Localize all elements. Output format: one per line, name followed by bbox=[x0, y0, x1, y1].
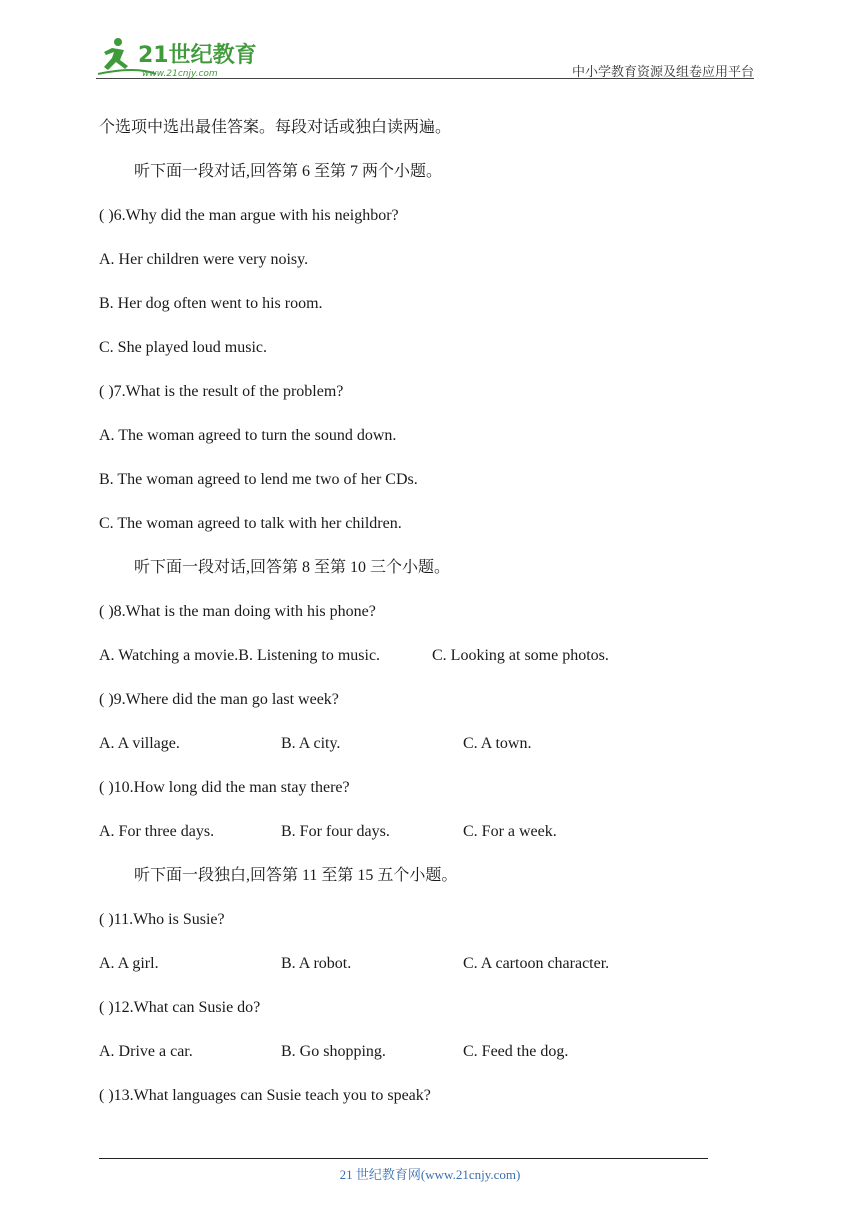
option-11b: B. A robot. bbox=[281, 955, 352, 972]
option-11a: A. A girl. bbox=[99, 955, 159, 972]
section-instruction: 听下面一段对话,回答第 8 至第 10 三个小题。 bbox=[134, 559, 451, 576]
option-7a: A. The woman agreed to turn the sound down. bbox=[99, 427, 397, 444]
question-9: ( )9.Where did the man go last week? bbox=[99, 691, 339, 708]
option-7b: B. The woman agreed to lend me two of her CDs. bbox=[99, 471, 418, 488]
option-8c: C. Looking at some photos. bbox=[432, 647, 609, 664]
option-9a: A. A village. bbox=[99, 735, 180, 752]
svg-text:21世纪教育: 21世纪教育 bbox=[138, 43, 257, 68]
intro-text: 个选项中选出最佳答案。每段对话或独白读两遍。 bbox=[99, 119, 452, 136]
svg-text:www.21cnjy.com: www.21cnjy.com bbox=[142, 69, 218, 79]
header-divider bbox=[96, 78, 754, 79]
option-12c: C. Feed the dog. bbox=[463, 1043, 569, 1060]
question-11: ( )11.Who is Susie? bbox=[99, 911, 225, 928]
option-12a: A. Drive a car. bbox=[99, 1043, 193, 1060]
question-12-options bbox=[99, 1042, 569, 1062]
option-6a: A. Her children were very noisy. bbox=[99, 251, 309, 268]
option-10b: B. For four days. bbox=[281, 823, 390, 840]
option-6c: C. She played loud music. bbox=[99, 339, 267, 356]
header-platform-text: 中小学教育资源及组卷应用平台 bbox=[571, 64, 754, 79]
option-10a: A. For three days. bbox=[99, 823, 215, 840]
option-7c: C. The woman agreed to talk with her children. bbox=[99, 515, 402, 532]
question-6: ( )6.Why did the man argue with his neighbor? bbox=[99, 207, 399, 224]
question-11-options bbox=[99, 954, 610, 974]
footer-divider bbox=[99, 1158, 708, 1159]
question-8-options bbox=[99, 646, 609, 666]
section-instruction: 听下面一段独白,回答第 11 至第 15 五个小题。 bbox=[134, 867, 458, 884]
option-9b: B. A city. bbox=[281, 735, 341, 752]
option-6b: B. Her dog often went to his room. bbox=[99, 295, 323, 312]
question-10: ( )10.How long did the man stay there? bbox=[99, 779, 350, 796]
page-header bbox=[0, 0, 860, 90]
question-9-options bbox=[99, 734, 532, 754]
option-8ab: A. Watching a movie.B. Listening to music. bbox=[99, 647, 381, 664]
site-logo bbox=[96, 36, 266, 80]
question-7: ( )7.What is the result of the problem? bbox=[99, 383, 344, 400]
question-12: ( )12.What can Susie do? bbox=[99, 999, 261, 1016]
question-13: ( )13.What languages can Susie teach you to speak? bbox=[99, 1087, 431, 1104]
option-9c: C. A town. bbox=[463, 735, 532, 752]
option-10c: C. For a week. bbox=[463, 823, 557, 840]
section-instruction: 听下面一段对话,回答第 6 至第 7 两个小题。 bbox=[134, 163, 443, 180]
option-12b: B. Go shopping. bbox=[281, 1043, 386, 1060]
footer-link[interactable]: 21 世纪教育网(www.21cnjy.com) bbox=[339, 1167, 521, 1182]
question-8: ( )8.What is the man doing with his phone? bbox=[99, 603, 376, 620]
option-11c: C. A cartoon character. bbox=[463, 955, 610, 972]
question-10-options bbox=[99, 822, 557, 842]
